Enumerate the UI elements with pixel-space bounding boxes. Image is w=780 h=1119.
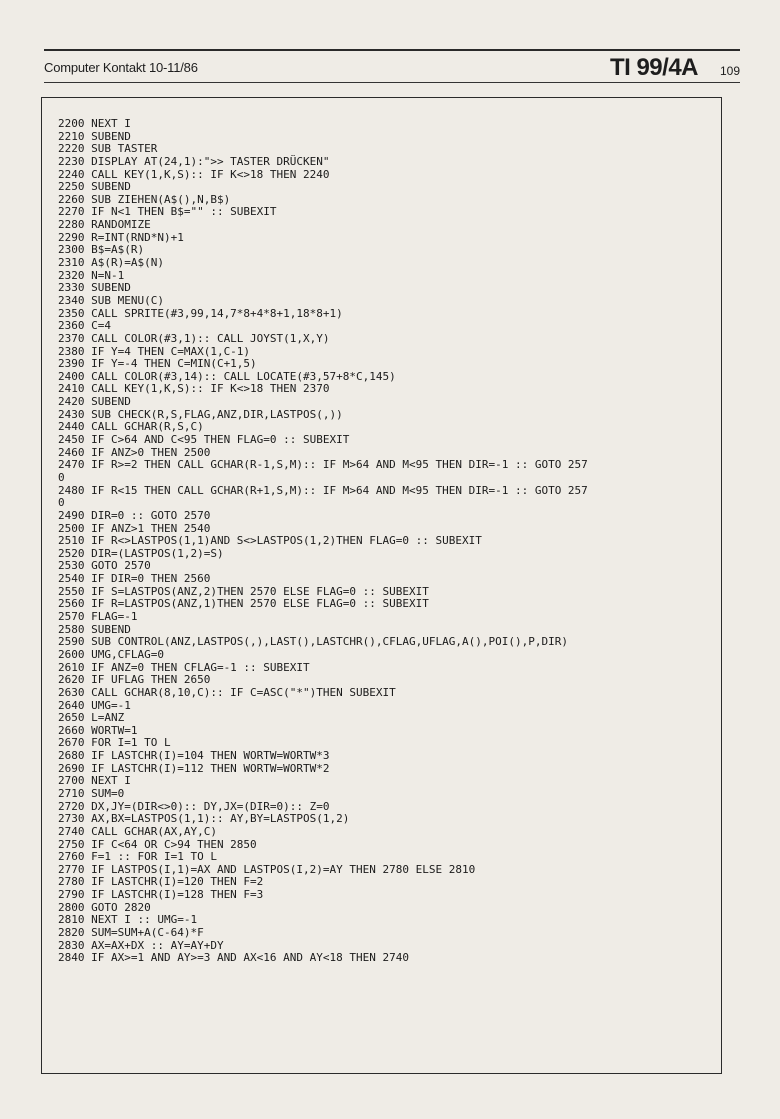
code-line: 2780 IF LASTCHR(I)=120 THEN F=2 <box>58 875 264 889</box>
code-line: 2510 IF R<>LASTPOS(1,1)AND S<>LASTPOS(1,2)THEN FLAG=0 :: SUBEXIT <box>58 534 482 548</box>
code-line: 2560 IF R=LASTPOS(ANZ,1)THEN 2570 ELSE FLAG=0 :: SUBEXIT <box>58 597 429 611</box>
code-line: 2270 IF N<1 THEN B$="" :: SUBEXIT <box>58 205 277 219</box>
code-line: 2680 IF LASTCHR(I)=104 THEN WORTW=WORTW*3 <box>58 749 330 763</box>
code-line: 2770 IF LASTPOS(I,1)=AX AND LASTPOS(I,2)=AY THEN 2780 ELSE 2810 <box>58 862 476 876</box>
code-line: 2830 AX=AX+DX :: AY=AY+DY <box>58 938 224 952</box>
code-line: 2490 DIR=0 :: GOTO 2570 <box>58 508 211 522</box>
code-line: 2280 RANDOMIZE <box>58 218 151 232</box>
code-line: 2740 CALL GCHAR(AX,AY,C) <box>58 824 217 838</box>
code-line: 2730 AX,BX=LASTPOS(1,1):: AY,BY=LASTPOS(1,2) <box>58 812 350 826</box>
code-line: 2320 N=N-1 <box>58 268 125 282</box>
code-line: 2420 SUBEND <box>58 395 131 409</box>
code-line: 2250 SUBEND <box>58 180 131 194</box>
code-line: 2220 SUB TASTER <box>58 142 158 156</box>
code-line: 2540 IF DIR=0 THEN 2560 <box>58 572 211 586</box>
code-line: 2820 SUM=SUM+A(C-64)*F <box>58 926 204 940</box>
code-line: 2750 IF C<64 OR C>94 THEN 2850 <box>58 837 257 851</box>
code-line: 2330 SUBEND <box>58 281 131 295</box>
listing-box <box>41 97 722 1074</box>
code-line: 2590 SUB CONTROL(ANZ,LASTPOS(,),LAST(),LASTCHR(),CFLAG,UFLAG,A(),POI(),P,DIR) <box>58 635 568 649</box>
code-line: 2410 CALL KEY(1,K,S):: IF K<>18 THEN 2370 <box>58 382 330 396</box>
code-line: 2480 IF R<15 THEN CALL GCHAR(R+1,S,M):: IF M>64 AND M<95 THEN DIR=-1 :: GOTO 257 0 <box>58 483 588 510</box>
code-line: 2530 GOTO 2570 <box>58 559 151 573</box>
page-header <box>44 52 740 82</box>
code-line: 2200 NEXT I <box>58 117 131 130</box>
code-line: 2670 FOR I=1 TO L <box>58 736 171 750</box>
system-title: TI 99/4A <box>609 54 698 81</box>
code-line: 2400 CALL COLOR(#3,14):: CALL LOCATE(#3,57+8*C,145) <box>58 369 396 383</box>
code-line: 2520 DIR=(LASTPOS(1,2)=S) <box>58 546 224 560</box>
code-line: 2840 IF AX>=1 AND AY>=3 AND AX<16 AND AY<18 THEN 2740 <box>58 951 409 965</box>
top-rule <box>44 49 740 51</box>
code-line: 2550 IF S=LASTPOS(ANZ,2)THEN 2570 ELSE FLAG=0 :: SUBEXIT <box>58 584 429 598</box>
code-line: 2390 IF Y=-4 THEN C=MIN(C+1,5) <box>58 357 257 371</box>
code-line: 2460 IF ANZ>0 THEN 2500 <box>58 445 211 459</box>
code-line: 2300 B$=A$(R) <box>58 243 145 257</box>
code-line: 2450 IF C>64 AND C<95 THEN FLAG=0 :: SUBEXIT <box>58 433 350 447</box>
code-line: 2440 CALL GCHAR(R,S,C) <box>58 420 204 434</box>
code-line: 2660 WORTW=1 <box>58 723 138 737</box>
code-line: 2620 IF UFLAG THEN 2650 <box>58 673 211 687</box>
code-line: 2380 IF Y=4 THEN C=MAX(1,C-1) <box>58 344 251 358</box>
program-listing <box>58 118 588 965</box>
journal-title: Computer Kontakt 10-11/86 <box>44 60 198 75</box>
code-line: 2610 IF ANZ=0 THEN CFLAG=-1 :: SUBEXIT <box>58 660 310 674</box>
code-line: 2230 DISPLAY AT(24,1):">> TASTER DRÜCKEN" <box>58 154 330 168</box>
code-line: 2430 SUB CHECK(R,S,FLAG,ANZ,DIR,LASTPOS(,)) <box>58 407 343 421</box>
code-line: 2760 F=1 :: FOR I=1 TO L <box>58 850 217 864</box>
code-line: 2720 DX,JY=(DIR<>0):: DY,JX=(DIR=0):: Z=0 <box>58 799 330 813</box>
code-line: 2790 IF LASTCHR(I)=128 THEN F=3 <box>58 888 264 902</box>
header-rule <box>44 82 740 83</box>
code-line: 2690 IF LASTCHR(I)=112 THEN WORTW=WORTW*2 <box>58 761 330 775</box>
code-line: 2290 R=INT(RND*N)+1 <box>58 230 184 244</box>
code-line: 2710 SUM=0 <box>58 786 125 800</box>
code-line: 2340 SUB MENU(C) <box>58 293 164 307</box>
code-line: 2810 NEXT I :: UMG=-1 <box>58 913 198 927</box>
code-line: 2600 UMG,CFLAG=0 <box>58 647 164 661</box>
code-line: 2370 CALL COLOR(#3,1):: CALL JOYST(1,X,Y) <box>58 331 330 345</box>
code-line: 2700 NEXT I <box>58 774 131 788</box>
code-line: 2310 A$(R)=A$(N) <box>58 256 164 270</box>
code-line: 2570 FLAG=-1 <box>58 610 138 624</box>
code-line: 2640 UMG=-1 <box>58 698 131 712</box>
code-line: 2630 CALL GCHAR(8,10,C):: IF C=ASC("*")THEN SUBEXIT <box>58 685 396 699</box>
code-line: 2360 C=4 <box>58 319 111 333</box>
code-line: 2210 SUBEND <box>58 129 131 143</box>
code-line: 2240 CALL KEY(1,K,S):: IF K<>18 THEN 2240 <box>58 167 330 181</box>
code-line: 2350 CALL SPRITE(#3,99,14,7*8+4*8+1,18*8+1) <box>58 306 343 320</box>
page-number: 109 <box>719 64 740 78</box>
code-line: 2470 IF R>=2 THEN CALL GCHAR(R-1,S,M):: IF M>64 AND M<95 THEN DIR=-1 :: GOTO 257 0 <box>58 458 588 484</box>
code-line: 2260 SUB ZIEHEN(A$(),N,B$) <box>58 192 231 206</box>
code-line: 2500 IF ANZ>1 THEN 2540 <box>58 521 211 535</box>
code-line: 2800 GOTO 2820 <box>58 900 151 914</box>
code-line: 2580 SUBEND <box>58 622 131 636</box>
code-line: 2650 L=ANZ <box>58 711 125 725</box>
